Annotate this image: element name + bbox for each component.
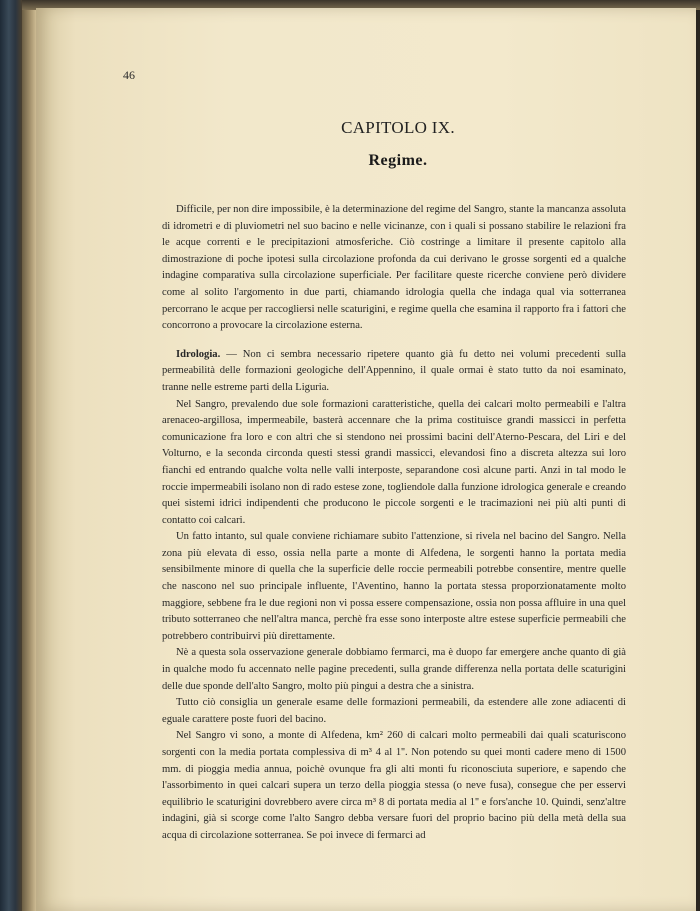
paragraph-osservazione-text: Nè a questa sola osservazione generale dobbiamo fermarci, ma è duopo far emergere anche quanto di già in qualche modo fu accennato nelle pagine precedenti, sulla grande differenza nella portata delle scaturigini delle due sponde dell'alto Sangro, molto più pingui a destra che a sinistra. (162, 647, 626, 692)
section-title: Regime. (368, 152, 428, 169)
paragraph-fatto (162, 529, 626, 645)
paragraph-fatto-text: Un fatto intanto, sul quale conviene richiamare subito l'attenzione, si rivela nel bacino del Sangro. Nella zona più elevata di esso, ossia nella parte a monte di Alfedena, le sorgenti hanno la portata media sensibilmente minore di quella che la superficie delle roccie permeabili potrebbe consentire, mentre quelle che nascono nel suo principale influente, l'Aventino, hanno la portata stessa proporzionatamente molto maggiore, sebbene fra le due regioni non vi possa essere compensazione, ossia non possa affluire in una quel tributo sotterraneo che nell'altra manca, perchè fra esse sono interposte altre estese superficie permeabili che potrebbero contribuirvi più direttamente. (162, 531, 626, 642)
paragraph-calcoli-text: Nel Sangro vi sono, a monte di Alfedena, km² 260 di calcari molto permeabili dai quali scaturiscono sorgenti con la media portata complessiva di m³ 4 al 1''. Non potendo su quei monti cadere meno di 1500 mm. di pioggia media annua, poichè ovunque fra gli alti monti fu riconosciuta superiore, e sapendo che l'assorbimento in quei calcari supera un terzo della pioggia stessa (o neve fusa), consegue che per esservi equilibrio le scaturigini dovrebbero avere circa m³ 8 di portata media al 1'' e fors'anche 10. Quindi, senz'altre indagini, già si scorge come l'alto Sangro debba versare fuori del proprio bacino più della metà della sua acqua di circolazione sotterranea. Se poi invece di fermarci ad (162, 730, 626, 841)
paragraph-formazioni-text: Nel Sangro, prevalendo due sole formazioni caratteristiche, quella dei calcari molto permeabili e l'altra arenaceo-argillosa, impermeabile, basterà accennare che la prima costituisce grandi massicci in perfetta comunicazione fra loro e con altri che si stendono nei prossimi bacini dell'Aterno-Pescara, del Liri e del Volturno, e la seconda circonda questi stessi grandi massicci, elevandosi fino a discreta altezza sui loro fianchi ed entrando qualche volta nelle valli interposte, separandone così alcune parti. Anzi in tal modo le roccie impermeabili isolano non di rado estese zone, togliendole dalla funzione idrologica generale e creando quei sistemi idrici indipendenti che producono le piccole sorgenti e le tracimazioni nei più alti punti di contatto coi calcari. (162, 398, 626, 526)
paragraph-esame-text: Tutto ciò consiglia un generale esame delle formazioni permeabili, da estendere alle zone adiacenti di eguale carattere poste fuori del bacino. (162, 697, 626, 725)
chapter-heading: CAPITOLO IX. (341, 118, 455, 137)
paragraph-idrologia (162, 347, 626, 397)
paragraph-osservazione (162, 645, 626, 695)
body-text (162, 202, 626, 845)
paragraph-formazioni (162, 397, 626, 530)
paragraph-calcoli (162, 728, 626, 844)
paragraph-esame (162, 695, 626, 728)
paragraph-intro (162, 202, 626, 335)
page-number: 46 (123, 68, 135, 82)
paragraph-lead-idrologia: Idrologia. (176, 348, 221, 360)
paragraph-intro-text: Difficile, per non dire impossibile, è la determinazione del regime del Sangro, stante la mancanza assoluta di idrometri e di pluviometri nel suo bacino e nelle vicinanze, con i quali si possano stabilire le relazioni fra le acque correnti e le precipitazioni atmosferiche. Ciò costringe a limitare il presente capitolo alla dimostrazione di poche ipotesi sulla circolazione profonda da cui derivano le grosse sorgenti ed a qualche indagine comparativa sulla circolazione superficiale. Per facilitare queste ricerche conviene però dividere come al solito l'argomento in due parti, chiamando idrologia quella che indaga qual via sotterranea percorrano le acque per raccogliersi nelle scaturigini, e regime quella che esamina il rapporto fra i fattori che concorrono a provocare la circolazione esterna. (162, 204, 626, 332)
paragraph-idrologia-text: — Non ci sembra necessario ripetere quanto già fu detto nei volumi precedenti sulla permeabilità delle formazioni geologiche dell'Appennino, il quale ormai è stato tutto da noi esaminato, tranne nelle estreme parti della Liguria. (162, 348, 626, 393)
